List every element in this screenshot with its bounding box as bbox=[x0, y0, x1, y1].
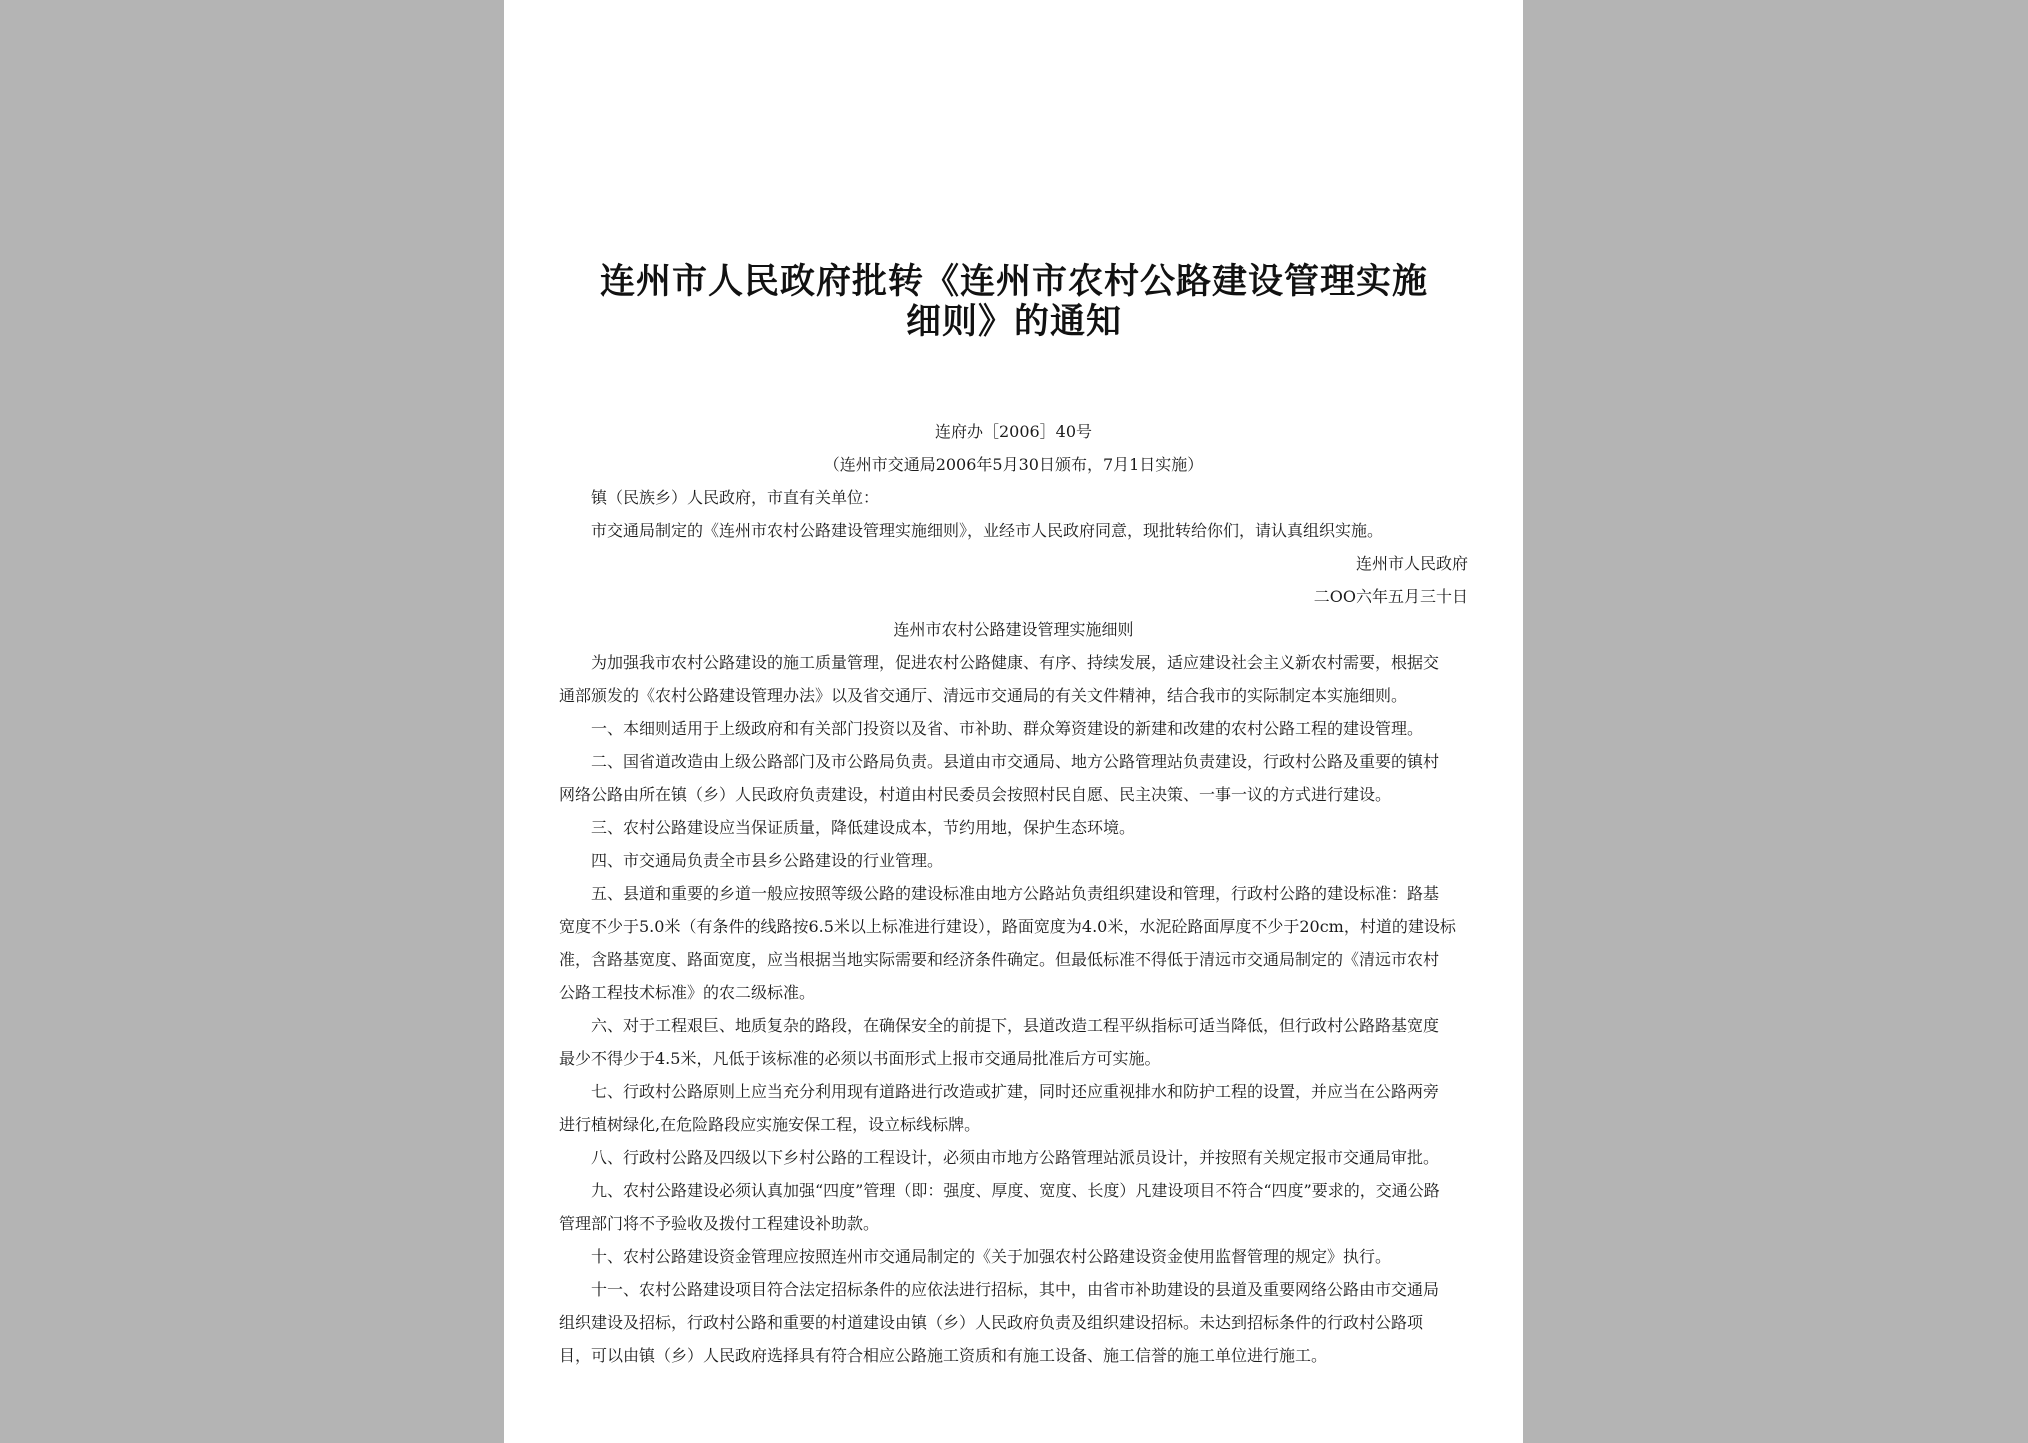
document-page bbox=[504, 0, 1523, 1443]
body-line: 十、农村公路建设资金管理应按照连州市交通局制定的《关于加强农村公路建设资金使用监督管理的规定》执行。 bbox=[591, 1247, 1392, 1266]
body-line: 五、县道和重要的乡道一般应按照等级公路的建设标准由地方公路站负责组织建设和管理，行政村公路的建设标准：路基 bbox=[591, 884, 1440, 903]
body-line: 二、国省道改造由上级公路部门及市公路局负责。县道由市交通局、地方公路管理站负责建设，行政村公路及重要的镇村 bbox=[591, 752, 1440, 771]
body-line: 四、市交通局负责全市县乡公路建设的行业管理。 bbox=[591, 851, 944, 870]
body-line: 公路工程技术标准》的农二级标准。 bbox=[559, 983, 816, 1002]
body-line: 三、农村公路建设应当保证质量，降低建设成本，节约用地，保护生态环境。 bbox=[591, 818, 1136, 837]
body-line: 目，可以由镇（乡）人民政府选择具有符合相应公路施工资质和有施工设备、施工信誉的施工单位进行施工。 bbox=[559, 1346, 1328, 1365]
document-number: 连府办［2006］40号 bbox=[934, 422, 1093, 441]
body-line: 网络公路由所在镇（乡）人民政府负责建设，村道由村民委员会按照村民自愿、民主决策、一事一议的方式进行建设。 bbox=[559, 785, 1392, 804]
body-line: 十一、农村公路建设项目符合法定招标条件的应依法进行招标，其中，由省市补助建设的县道及重要网络公路由市交通局 bbox=[591, 1280, 1440, 1299]
body-line: 最少不得少于4.5米，凡低于该标准的必须以书面形式上报市交通局批准后方可实施。 bbox=[559, 1049, 1161, 1068]
body-line: 六、对于工程艰巨、地质复杂的路段，在确保安全的前提下，县道改造工程平纵指标可适当降低，但行政村公路路基宽度 bbox=[591, 1016, 1440, 1035]
rules-title: 连州市农村公路建设管理实施细则 bbox=[893, 620, 1134, 639]
body-line: 九、农村公路建设必须认真加强“四度”管理（即：强度、厚度、宽度、长度）凡建设项目不符合“四度”要求的，交通公路 bbox=[591, 1181, 1440, 1200]
document-title-line-2: 细则》的通知 bbox=[905, 301, 1122, 342]
issue-note: （连州市交通局2006年5月30日颁布，7月1日实施） bbox=[823, 455, 1204, 474]
body-line: 八、行政村公路及四级以下乡村公路的工程设计，必须由市地方公路管理站派员设计，并按照有关规定报市交通局审批。 bbox=[591, 1148, 1440, 1167]
signature: 连州市人民政府 bbox=[1355, 554, 1468, 573]
body-line: 为加强我市农村公路建设的施工质量管理，促进农村公路健康、有序、持续发展，适应建设社会主义新农村需要，根据交 bbox=[591, 653, 1440, 672]
body-line: 准，含路基宽度、路面宽度，应当根据当地实际需要和经济条件确定。但最低标准不得低于清远市交通局制定的《清远市农村 bbox=[559, 950, 1440, 969]
body-line: 一、本细则适用于上级政府和有关部门投资以及省、市补助、群众筹资建设的新建和改建的农村公路工程的建设管理。 bbox=[591, 719, 1424, 738]
body-line: 通部颁发的《农村公路建设管理办法》以及省交通厅、清远市交通局的有关文件精神，结合我市的实际制定本实施细则。 bbox=[559, 686, 1408, 705]
signature-date: 二OO六年五月三十日 bbox=[1313, 587, 1468, 606]
salutation: 镇（民族乡）人民政府，市直有关单位： bbox=[591, 488, 880, 507]
body-line: 组织建设及招标，行政村公路和重要的村道建设由镇（乡）人民政府负责及组织建设招标。未达到招标条件的行政村公路项 bbox=[559, 1313, 1424, 1332]
body-line: 进行植树绿化,在危险路段应实施安保工程，设立标线标牌。 bbox=[559, 1115, 981, 1134]
body-line: 管理部门将不予验收及拨付工程建设补助款。 bbox=[559, 1214, 880, 1233]
intro-paragraph: 市交通局制定的《连州市农村公路建设管理实施细则》，业经市人民政府同意，现批转给你们，请认真组织实施。 bbox=[591, 521, 1384, 540]
body-line: 七、行政村公路原则上应当充分利用现有道路进行改造或扩建，同时还应重视排水和防护工程的设置，并应当在公路两旁 bbox=[591, 1082, 1440, 1101]
body-line: 宽度不少于5.0米（有条件的线路按6.5米以上标准进行建设），路面宽度为4.0米，水泥砼路面厚度不少于20cm，村道的建设标 bbox=[559, 917, 1456, 936]
document-title-line-1: 连州市人民政府批转《连州市农村公路建设管理实施 bbox=[599, 261, 1428, 302]
